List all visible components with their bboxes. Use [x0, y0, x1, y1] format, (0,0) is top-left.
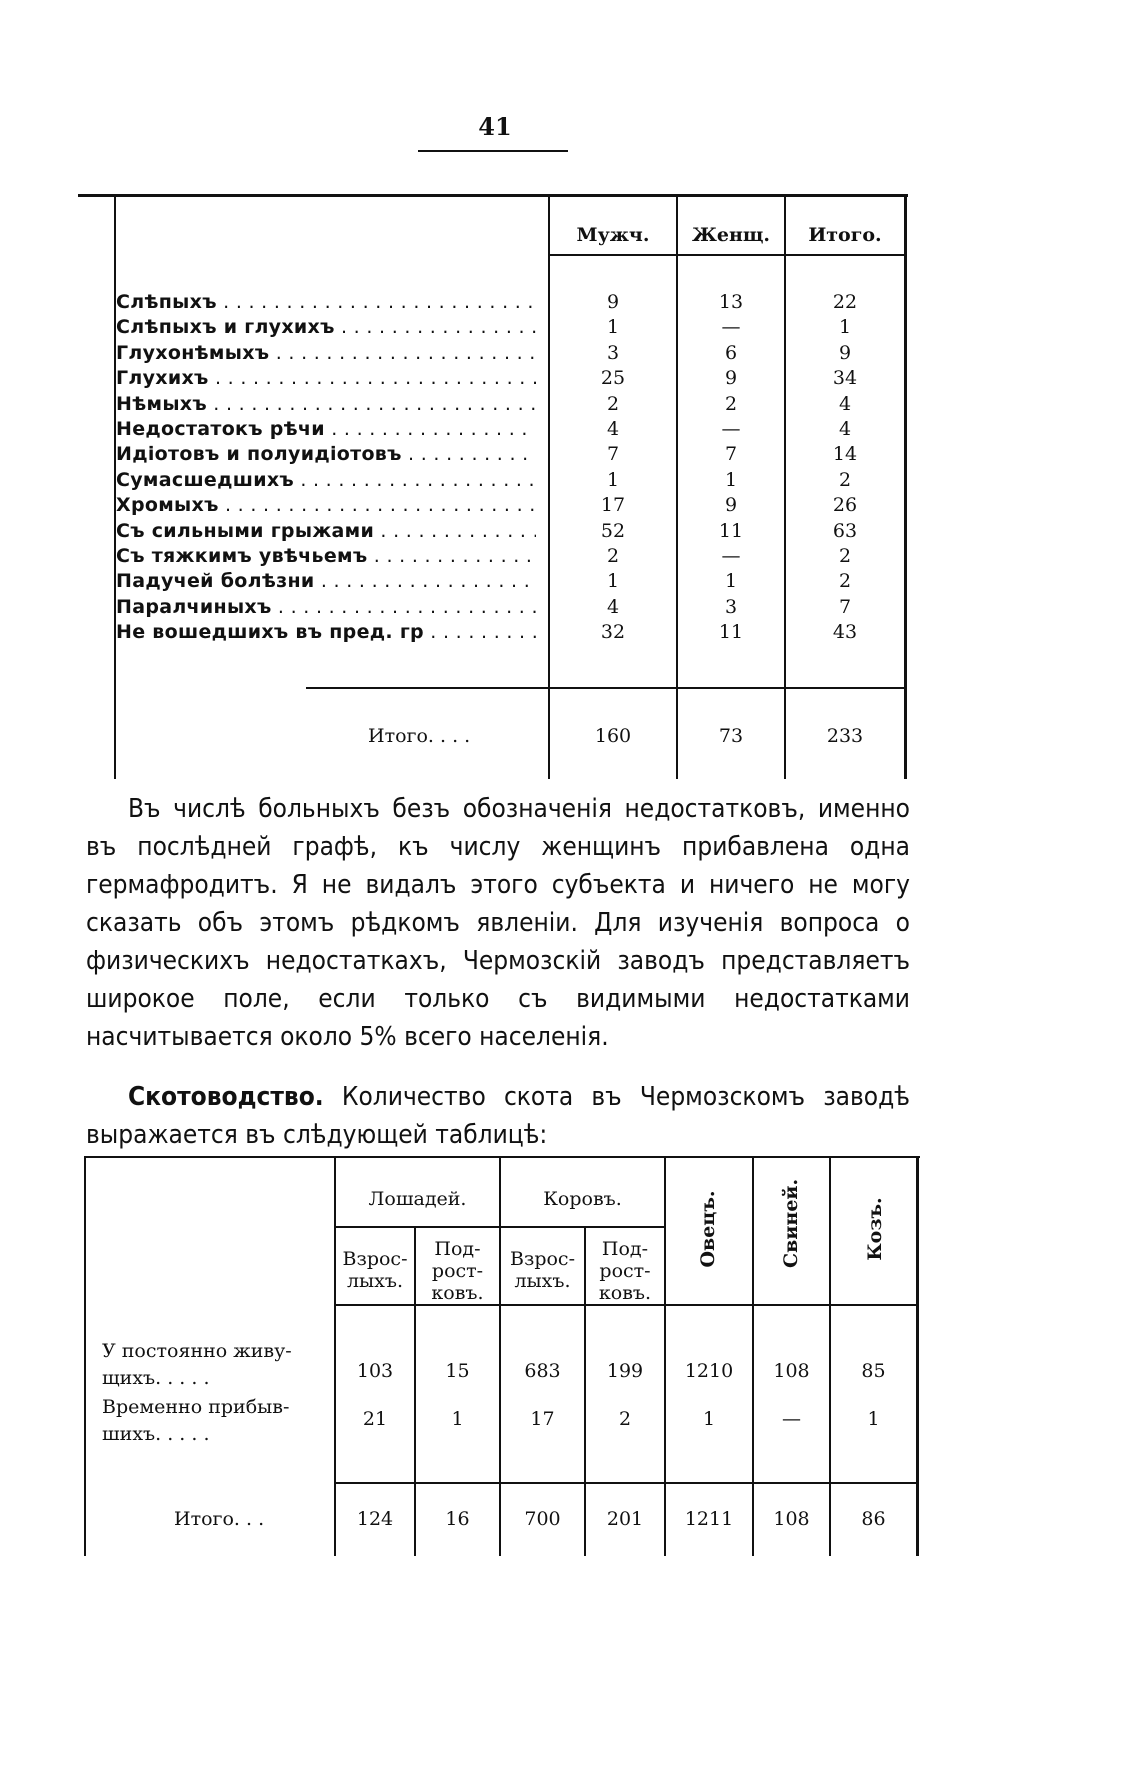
cell-men: 3: [606, 341, 620, 364]
row-label: Слѣпыхъ . . .: [116, 290, 536, 315]
total-goats: 86: [861, 1508, 886, 1530]
total-label: Итого. . . .: [368, 725, 471, 747]
cell-total: 7: [838, 595, 852, 618]
cell-total: 43: [832, 621, 858, 644]
subheader-cows-adult: Взрос-лыхъ.: [510, 1248, 575, 1292]
row-label: Нѣмыхъ . . .: [116, 392, 536, 417]
row-label: Не вошедшихъ въ пред. гр . . .: [116, 620, 536, 645]
table-right-rule: [916, 1156, 919, 1556]
row-label: Глухонѣмыхъ . . .: [116, 341, 536, 366]
cell-women: —: [721, 418, 741, 440]
cell-women: 9: [724, 367, 738, 390]
cell-goats: 1: [867, 1408, 880, 1430]
total-horses-young: 16: [445, 1508, 470, 1530]
page-number-rule: [418, 150, 568, 152]
cell-total: 63: [832, 519, 858, 542]
cell-women: 9: [724, 494, 738, 517]
cell-men: 4: [606, 418, 620, 440]
cell-horses-adult: 21: [362, 1408, 388, 1430]
total-rule: [306, 687, 906, 689]
column-divider: [499, 1156, 501, 1556]
cell-women: 6: [724, 341, 738, 364]
cell-women: 11: [718, 519, 744, 542]
column-header-goats: Козъ.: [864, 1197, 886, 1261]
total-horses-adult: 124: [356, 1508, 394, 1530]
cell-men: 2: [606, 392, 620, 415]
cell-horses-young: 15: [445, 1360, 470, 1382]
subheader-horses-adult: Взрос-лыхъ.: [342, 1248, 408, 1292]
cell-total: 26: [832, 494, 858, 517]
table-left-rule: [84, 1156, 86, 1556]
cell-women: —: [721, 316, 741, 339]
cell-pigs: —: [782, 1408, 801, 1430]
row-label: Хромыхъ . . .: [116, 493, 536, 518]
total-rule: [334, 1482, 918, 1484]
total-all: 233: [826, 725, 864, 747]
cell-women: 1: [724, 468, 738, 491]
cell-total: 9: [838, 341, 852, 364]
cell-men: 25: [600, 367, 626, 390]
total-cows-adult: 700: [524, 1508, 561, 1530]
paragraph-livestock-text: Количество скота въ Чермозскомъ заводѣ выражается въ слѣдующей таблицѣ:: [86, 1082, 910, 1150]
cell-total: 14: [832, 443, 858, 466]
disabilities-table: [78, 194, 908, 779]
header-rule: [334, 1304, 918, 1306]
column-divider: [752, 1156, 754, 1556]
total-cows-young: 201: [606, 1508, 644, 1530]
cell-men: 1: [606, 316, 620, 339]
cell-men: 9: [606, 291, 620, 313]
row-label: Падучей болѣзни . . .: [116, 569, 536, 594]
cell-horses-adult: 103: [356, 1360, 394, 1382]
cell-cows-adult: 683: [524, 1360, 561, 1382]
cell-women: 7: [724, 443, 738, 466]
column-divider: [829, 1156, 831, 1556]
cell-cows-young: 2: [618, 1408, 632, 1430]
cell-men: 52: [600, 519, 626, 542]
total-men: 160: [594, 725, 632, 747]
cell-sheep: 1210: [684, 1360, 734, 1382]
cell-goats: 85: [861, 1360, 886, 1382]
livestock-table: [84, 1156, 920, 1556]
total-sheep: 1211: [684, 1508, 734, 1530]
column-header-total: Итого.: [808, 224, 882, 246]
page-number: 41: [478, 112, 512, 141]
column-header-men: Мужч.: [576, 224, 650, 246]
row-label-total: Итого. . .: [174, 1508, 265, 1530]
cell-men: 1: [606, 570, 620, 593]
row-label: Слѣпыхъ и глухихъ . . .: [116, 315, 536, 340]
cell-total: 4: [838, 392, 852, 415]
column-header-women: Женщ.: [691, 224, 771, 246]
cell-cows-adult: 17: [530, 1408, 555, 1430]
row-label: Глухихъ . . .: [116, 366, 536, 391]
cell-women: 11: [718, 621, 744, 644]
subheader-cows-young: Под-рост-ковъ.: [598, 1238, 652, 1304]
column-header-sheep: Овецъ.: [697, 1190, 719, 1268]
cell-sheep: 1: [702, 1408, 716, 1430]
row-label: Идіотовъ и полуидіотовъ . . .: [116, 442, 536, 467]
cell-women: 1: [724, 570, 738, 593]
table-top-rule: [84, 1156, 920, 1158]
group-header-cows: Коровъ.: [543, 1188, 622, 1210]
cell-cows-young: 199: [606, 1360, 644, 1382]
row-label: Сумасшедшихъ . . .: [116, 468, 536, 493]
row-label: Съ сильными грыжами . . .: [116, 519, 536, 544]
section-heading-livestock: Скотоводство.: [128, 1082, 324, 1112]
row-label-permanent: У постоянно живу-щихъ. . . . .: [102, 1340, 292, 1389]
cell-women: —: [721, 545, 741, 567]
cell-women: 2: [724, 392, 738, 415]
paragraph-disabilities: Въ числѣ больныхъ безъ обозначенія недостатковъ, именно въ послѣдней графѣ, къ числу женщинъ прибавлена одна гермафродитъ. Я не видалъ этого субъекта и ничего не могу сказать объ этомъ рѣдкомъ явленіи. Для изученія вопроса о физическихъ недостаткахъ, Чермозскій заводъ представляетъ широкое поле, если только съ видимыми недостатками насчитывается около 5% всего населенія.: [86, 794, 910, 1052]
cell-total: 2: [838, 570, 852, 593]
row-label: Паралчиныхъ . . .: [116, 595, 536, 620]
cell-men: 17: [600, 494, 626, 517]
cell-total: 22: [832, 291, 858, 313]
header-rule: [548, 254, 906, 256]
cell-women: 3: [724, 595, 738, 618]
row-label-temporary: Временно прибыв-шихъ. . . . .: [102, 1396, 290, 1445]
group-header-rule: [334, 1226, 664, 1228]
cell-total: 4: [838, 418, 852, 440]
table-right-rule: [904, 194, 907, 779]
column-divider: [334, 1156, 336, 1556]
cell-men: 32: [600, 621, 626, 644]
cell-total: 34: [832, 367, 858, 390]
group-header-horses: Лошадей.: [368, 1188, 467, 1210]
row-label: Съ тяжкимъ увѣчьемъ . . .: [116, 544, 536, 569]
cell-men: 1: [606, 468, 620, 491]
cell-total: 1: [838, 316, 852, 339]
cell-total: 2: [838, 468, 852, 491]
cell-men: 4: [606, 595, 620, 618]
subheader-horses-young: Под-рост-ковъ.: [431, 1238, 484, 1304]
cell-pigs: 108: [773, 1360, 810, 1382]
total-pigs: 108: [773, 1508, 810, 1530]
cell-men: 2: [606, 545, 620, 567]
cell-horses-young: 1: [451, 1408, 464, 1430]
paragraph-livestock: [86, 1078, 910, 1154]
column-divider: [664, 1156, 666, 1556]
row-label: Недостатокъ рѣчи . . .: [116, 417, 536, 442]
cell-total: 2: [838, 545, 852, 567]
column-header-pigs: Свиней.: [780, 1178, 802, 1268]
total-women: 73: [718, 725, 744, 747]
cell-women: 13: [718, 291, 744, 313]
cell-men: 7: [606, 443, 620, 466]
